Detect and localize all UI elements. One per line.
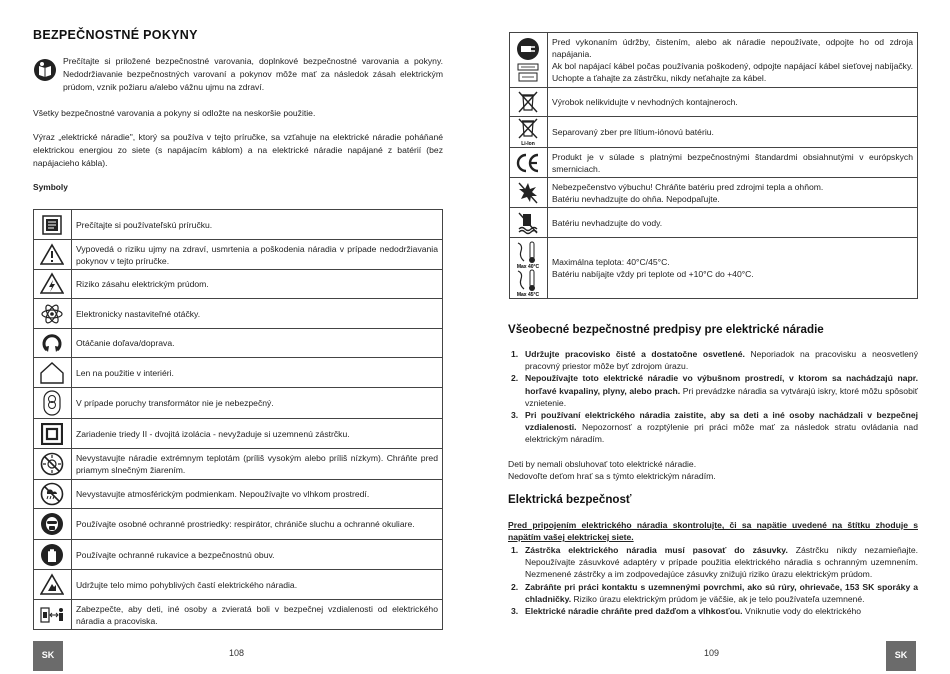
electric-intro: Pred pripojením elektrického náradia skontrolujte, či sa napätie uvedené na štítku zhoduje s napätím vašej elektrickej siete. — [508, 520, 918, 543]
symbol-text: Batériu nevhadzujte do ohňa. Nepodpaľujte. — [551, 193, 720, 204]
ce-icon — [510, 148, 548, 178]
symbol-text: Batériu nevhadzujte do vody. — [547, 208, 917, 238]
safe-distance-icon — [34, 600, 72, 630]
symbol-row — [34, 358, 443, 388]
rotation-icon — [34, 329, 72, 358]
symbol-row — [34, 210, 443, 240]
symbol-row — [34, 540, 443, 570]
symbol-row — [34, 240, 443, 270]
explosion-icon — [510, 178, 548, 208]
general-rules-heading: Všeobecné bezpečnostné predpisy pre elektrické náradie — [508, 323, 824, 336]
protective-equipment-icon — [34, 509, 72, 540]
symbol-text: Produkt je v súlade s platnými bezpečnostnými štandardmi obsiahnutými v európskych smerniciach. — [547, 148, 917, 178]
symbol-text: Používajte osobné ochranné prostriedky: respirátor, chrániče sluchu a ochranné okuliare. — [71, 509, 442, 540]
symbol-row — [34, 419, 443, 449]
symbols-table-right — [509, 32, 918, 299]
language-tab: SK — [886, 641, 916, 671]
list-item: 2. Zabráňte pri práci kontaktu s uzemnenými povrchmi, ako sú rúry, ohrievače, 153 SK sporáky a chladničky. Riziko úrazu elektrickým prúdom je väčšie, ak je telo používateľa uzemnené. — [511, 581, 918, 604]
symbol-text: Používajte ochranné rukavice a bezpečnostnú obuv. — [71, 540, 442, 570]
temp-label-45: Max 45°C — [517, 292, 540, 297]
list-item: 1. Udržujte pracovisko čisté a dostatočne osvetlené. Neporiadok na pracovisku a neosvetlený pracovný priestor môže byť zdrojom úrazu. — [511, 349, 918, 372]
li-ion-label: Li-Ion — [521, 141, 536, 146]
symbol-row — [510, 117, 918, 148]
symbol-text: Udržujte telo mimo pohyblivých častí elektrického náradia. — [71, 570, 442, 600]
transformer-icon — [34, 388, 72, 419]
symbol-row — [34, 299, 443, 329]
list-item: 3. Elektrické náradie chráňte pred dažďom a vlhkosťou. Vniknutie vody do elektrického — [511, 606, 862, 617]
language-tab: SK — [33, 641, 63, 671]
list-item: 1. Zástrčka elektrického náradia musí pasovať do zásuvky. Zástrčku nikdy nezamieňajte. Nepoužívajte zásuvkové adaptéry v prípade použitia elektrického náradia s ochranným uzemnením. Nezmenené zástrčky a im zodpovedajúce zásuvky znižujú riziko úrazu elektrickým prúdom. — [511, 545, 918, 580]
weee-bin-icon — [510, 88, 548, 117]
symbol-row — [34, 480, 443, 509]
children-line: Deti by nemali obsluhovať toto elektrické náradie. — [508, 459, 697, 469]
no-water-icon — [510, 208, 548, 238]
keep-instructions-paragraph: Všetky bezpečnostné varovania a pokyny si odložte na neskoršie použitie. — [33, 108, 316, 118]
moving-parts-icon — [34, 570, 72, 600]
read-manual-icon — [33, 58, 57, 82]
symbol-text: Separovaný zber pre lítium-iónovú batériu. — [547, 117, 917, 148]
symbol-row — [510, 148, 918, 178]
symbol-text: Otáčanie doľava/doprava. — [71, 329, 442, 358]
symbol-row — [510, 88, 918, 117]
symbol-row — [34, 449, 443, 480]
symbol-row — [510, 238, 918, 299]
symbol-row — [34, 509, 443, 540]
symbol-text: Zabezpečte, aby deti, iné osoby a zvieratá boli v bezpečnej vzdialenosti od elektrického náradia a pracoviska. — [71, 600, 442, 630]
intro-paragraph: Prečítajte si priložené bezpečnostné varovania, doplnkové bezpečnostné varovania a pokyny. Nedodržiavanie bezpečnostných varovaní a pokynov môže mať za následok zásah elektrickým prúdom, vznik požiaru a/alebo vážnu ujmu na zdraví. — [63, 56, 443, 92]
symbol-text: Zariadenie triedy II - dvojitá izolácia - nevyžaduje si uzemnenú zástrčku. — [71, 419, 442, 449]
symbol-text: Nevystavujte atmosférickým podmienkam. Nepoužívajte vo vlhkom prostredí. — [71, 480, 442, 509]
page-title: BEZPEČNOSTNÉ POKYNY — [33, 28, 198, 42]
symbol-row — [34, 388, 443, 419]
electric-rules-list — [508, 544, 918, 617]
symbol-text: Len na použitie v interiéri. — [71, 358, 442, 388]
gloves-icon — [34, 540, 72, 570]
right-page — [475, 0, 950, 674]
list-item: 2. Nepoužívajte toto elektrické náradie vo výbušnom prostredí, v ktorom sa nachádzajú napr. horľavé kvapaliny, plyny, alebo prach. Pri prevádzke náradia sa vytvárajú iskry, ktoré môžu spôsobiť vznietenie. — [511, 373, 918, 408]
li-ion-bin-icon — [517, 118, 539, 146]
symbol-text: Nebezpečenstvo výbuchu! Chráňte batériu pred zdrojmi tepla a ohňom. — [551, 181, 824, 192]
symbol-text: Prečítajte si používateľskú príručku. — [71, 210, 442, 240]
electric-safety-heading: Elektrická bezpečnosť — [508, 493, 632, 506]
symbol-text: Elektronicky nastaviteľné otáčky. — [71, 299, 442, 329]
symbol-text: Vypovedá o riziku ujmy na zdraví, usmrtenia a poškodenia náradia v prípade nedodržiavania pokynov v tejto príručke. — [71, 240, 442, 270]
symbol-row — [510, 178, 918, 208]
symbols-heading: Symboly — [33, 182, 68, 192]
symbol-row — [34, 329, 443, 358]
symbol-row — [34, 270, 443, 299]
symbol-text: Ak bol napájací kábel počas používania poškodený, odpojte napájací kábel sieťovej nabíjačky. Uchopte a ťahajte za zástrčku, nikdy neťahajte za kábel. — [551, 61, 913, 83]
no-extreme-temperature-icon — [34, 449, 72, 480]
no-weather-icon — [34, 480, 72, 509]
symbol-text: Maximálna teplota: 40°C/45°C. — [551, 257, 670, 267]
warning-icon — [34, 240, 72, 270]
electric-shock-icon — [34, 270, 72, 299]
symbol-text: Výrobok nelikvidujte v nevhodných kontajneroch. — [547, 88, 917, 117]
symbol-row — [34, 600, 443, 630]
symbol-text: V prípade poruchy transformátor nie je nebezpečný. — [71, 388, 442, 419]
children-line: Nedovoľte deťom hrať sa s týmto elektrickým náradím. — [508, 471, 716, 482]
symbol-text: Riziko zásahu elektrickým prúdom. — [71, 270, 442, 299]
children-note — [508, 458, 918, 482]
temp-label-40: Max 40°C — [517, 264, 540, 270]
definition-paragraph: Výraz „elektrické náradie", ktorý sa používa v tejto príručke, sa vzťahuje na elektrické náradie poháňané elektrickou energiou zo siete (s napájacím káblom) a na elektrické náradie napájané z batérií (bez napájacieho kábla). — [33, 132, 443, 168]
symbol-row — [510, 208, 918, 238]
class-ii-icon — [34, 419, 72, 449]
general-rules-list — [508, 348, 918, 446]
unplug-icon — [510, 33, 548, 88]
page-number: 108 — [229, 648, 245, 658]
temperature-icon — [513, 239, 543, 297]
list-item: 3. Pri používaní elektrického náradia zaistite, aby sa deti a iné osoby nachádzali v bezpečnej vzdialenosti. Nepozornosť a rozptýlenie pri práci môže mať za následok stratu ovládania nad elektrickým náradím. — [511, 410, 918, 445]
symbols-table-left — [33, 209, 443, 630]
symbol-text: Pred vykonaním údržby, čistením, alebo ak náradie nepoužívate, odpojte ho od zdroja napájania. — [551, 37, 913, 59]
indoor-use-icon — [34, 358, 72, 388]
symbol-row — [510, 33, 918, 88]
manual-icon — [34, 210, 72, 240]
symbol-row — [34, 570, 443, 600]
symbol-text: Nevystavujte náradie extrémnym teplotám (príliš vysokým alebo príliš nízkym). Chráňte pred priamym slnečným žiarením. — [71, 449, 442, 480]
electronic-speed-icon — [34, 299, 72, 329]
symbol-text: Batériu nabíjajte vždy pri teplote od +10°C do +40°C. — [551, 269, 754, 279]
page-number: 109 — [704, 648, 720, 658]
